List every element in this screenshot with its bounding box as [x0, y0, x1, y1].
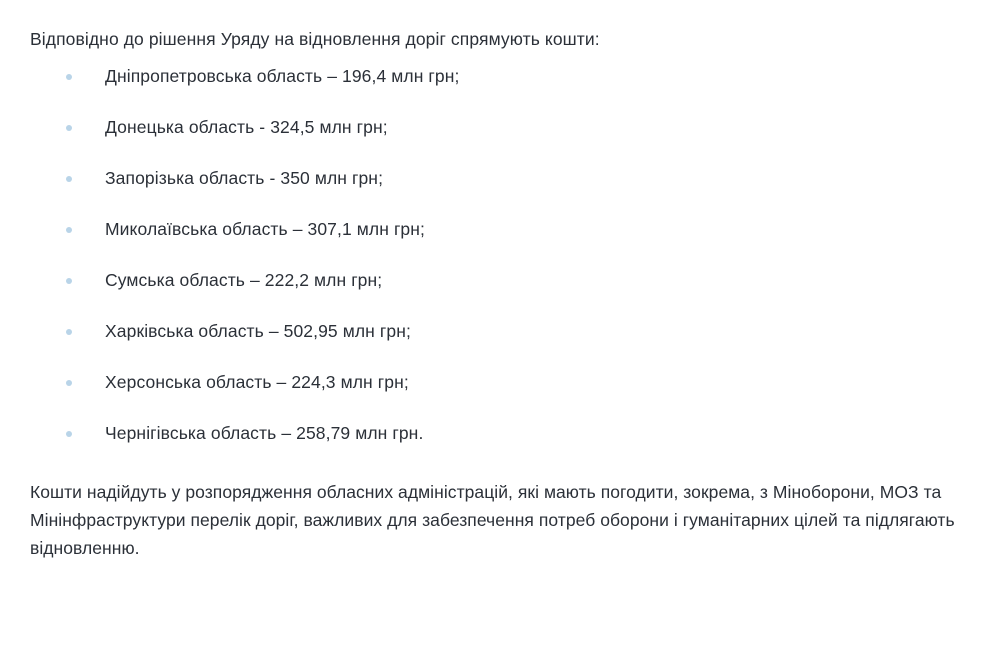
list-item [30, 321, 970, 342]
bullet-icon [66, 278, 72, 284]
bullet-icon [66, 329, 72, 335]
list-item-label: Сумська область – 222,2 млн грн; [105, 269, 383, 290]
list-item-label: Дніпропетровська область – 196,4 млн грн; [105, 65, 460, 86]
bullet-icon [66, 125, 72, 131]
list-item-label: Миколаївська область – 307,1 млн грн; [105, 218, 425, 239]
list-item-label: Запорізька область - 350 млн грн; [105, 167, 384, 188]
bullet-icon [66, 380, 72, 386]
list-item [30, 423, 970, 444]
intro-paragraph: Відповідно до рішення Уряду на відновлення доріг спрямують кошти: [30, 29, 600, 49]
outro-paragraph: Кошти надійдуть у розпорядження обласних адміністрацій, які мають погодити, зокрема, з Міноборони, МОЗ та Мінінфраструктури перелік доріг, важливих для забезпечення потреб оборони і гуманітарних цілей та підлягають відновленню. [30, 481, 955, 559]
list-item [30, 117, 970, 138]
list-item-label: Херсонська область – 224,3 млн грн; [105, 371, 409, 392]
list-item-label: Донецька область - 324,5 млн грн; [105, 116, 388, 137]
list-item [30, 219, 970, 240]
bullet-icon [66, 74, 72, 80]
allocations-list [30, 66, 970, 444]
list-item [30, 168, 970, 189]
list-item [30, 372, 970, 393]
list-item [30, 66, 970, 87]
list-item-label: Харківська область – 502,95 млн грн; [105, 320, 411, 341]
bullet-icon [66, 176, 72, 182]
list-item [30, 270, 970, 291]
bullet-icon [66, 227, 72, 233]
list-item-label: Чернігівська область – 258,79 млн грн. [105, 422, 424, 443]
bullet-icon [66, 431, 72, 437]
